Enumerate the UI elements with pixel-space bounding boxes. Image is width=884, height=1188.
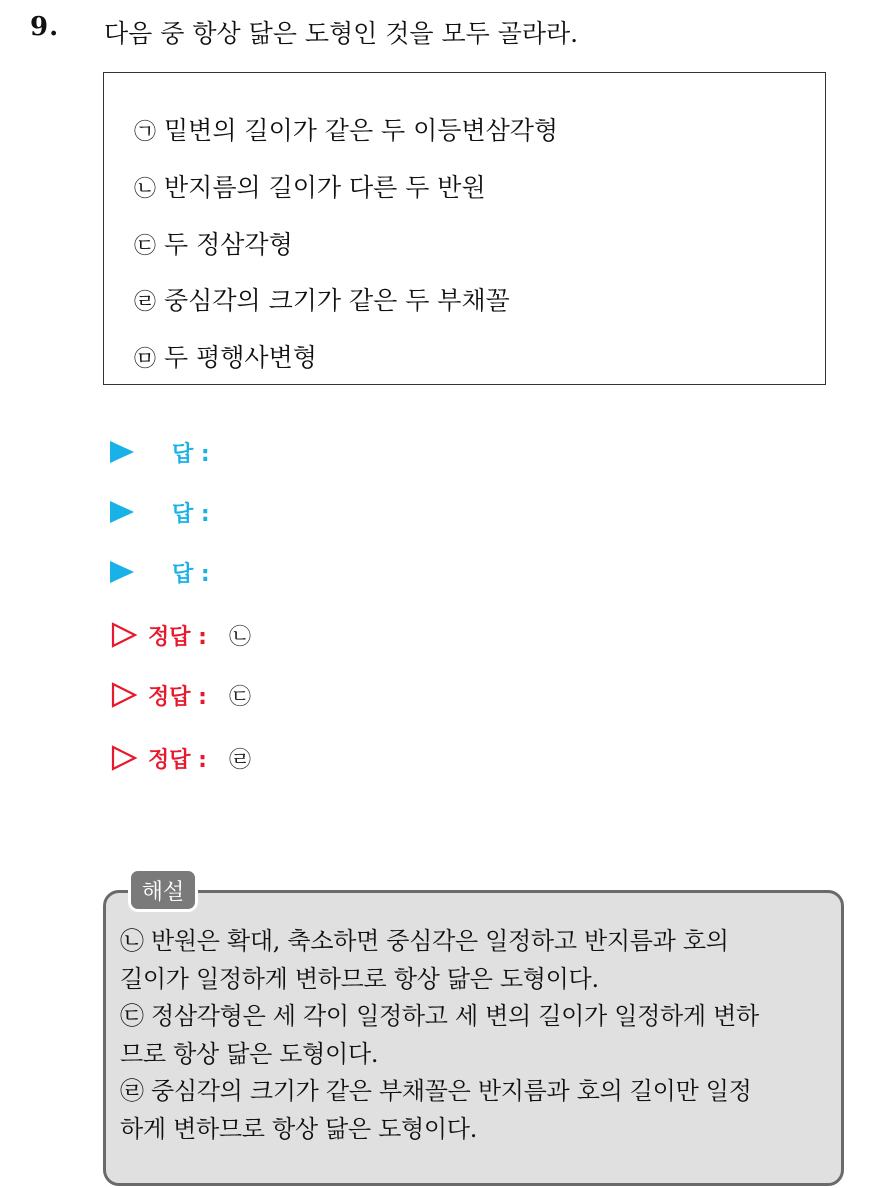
outline-arrow-icon xyxy=(110,681,138,709)
choice-item xyxy=(134,281,510,317)
question-text: 다음 중 항상 닮은 도형인 것을 모두 골라라. xyxy=(104,19,579,48)
explanation-box xyxy=(103,890,844,1186)
choice-text: 밑변의 길이가 같은 두 이등변삼각형 xyxy=(164,116,559,145)
answer-label: 답 : xyxy=(172,441,210,467)
play-arrow-icon xyxy=(110,501,134,523)
play-arrow-icon xyxy=(110,441,134,463)
choice-text: 두 평행사변형 xyxy=(164,343,317,372)
correct-answer-label: 정답 : xyxy=(148,684,207,710)
choice-item xyxy=(134,111,558,147)
answer-blank-row[interactable] xyxy=(110,494,210,530)
correct-answer-row xyxy=(110,617,251,653)
correct-answer-value: ㉡ xyxy=(228,624,251,650)
answer-blank-row[interactable] xyxy=(110,434,210,470)
explanation-line: 하게 변하므로 항상 닮은 도형이다. xyxy=(120,1114,478,1143)
choice-box xyxy=(103,72,826,385)
outline-arrow-icon xyxy=(110,744,138,772)
choice-text: 반지름의 길이가 다른 두 반원 xyxy=(164,173,486,202)
answer-label: 답 : xyxy=(172,561,210,587)
choice-mark: ㉠ xyxy=(134,120,157,145)
choice-text: 중심각의 크기가 같은 두 부채꼴 xyxy=(164,286,510,315)
correct-answer-row xyxy=(110,740,251,776)
choice-text: 두 정삼각형 xyxy=(164,230,293,259)
choice-item xyxy=(134,225,293,261)
correct-answer-value: ㉢ xyxy=(228,684,251,710)
explanation-line: 길이가 일정하게 변하므로 항상 닮은 도형이다. xyxy=(120,964,599,993)
outline-arrow-icon xyxy=(110,621,138,649)
explanation-text xyxy=(120,923,832,1149)
explanation-line: ㉢ 정삼각형은 세 각이 일정하고 세 변의 길이가 일정하게 변하 xyxy=(120,1002,759,1031)
explanation-line: ㉣ 중심각의 크기가 같은 부채꼴은 반지름과 호의 길이만 일정 xyxy=(120,1077,752,1106)
choice-item xyxy=(134,168,486,204)
answer-blank-row[interactable] xyxy=(110,554,210,590)
explanation-tab: 해설 xyxy=(128,868,198,912)
choice-item xyxy=(134,338,317,374)
choice-mark: ㉣ xyxy=(134,290,157,315)
explanation-line: 므로 항상 닮은 도형이다. xyxy=(120,1039,379,1068)
correct-answer-label: 정답 : xyxy=(148,624,207,650)
play-arrow-icon xyxy=(110,561,134,583)
choice-mark: ㉢ xyxy=(134,234,157,259)
choice-mark: ㉤ xyxy=(134,347,157,372)
question-number: 9. xyxy=(30,12,60,42)
explanation-line: ㉡ 반원은 확대, 축소하면 중심각은 일정하고 반지름과 호의 xyxy=(120,927,729,955)
correct-answer-value: ㉣ xyxy=(228,747,251,773)
choice-mark: ㉡ xyxy=(134,177,157,202)
correct-answer-row xyxy=(110,677,251,713)
correct-answer-label: 정답 : xyxy=(148,747,207,773)
answer-label: 답 : xyxy=(172,501,210,527)
